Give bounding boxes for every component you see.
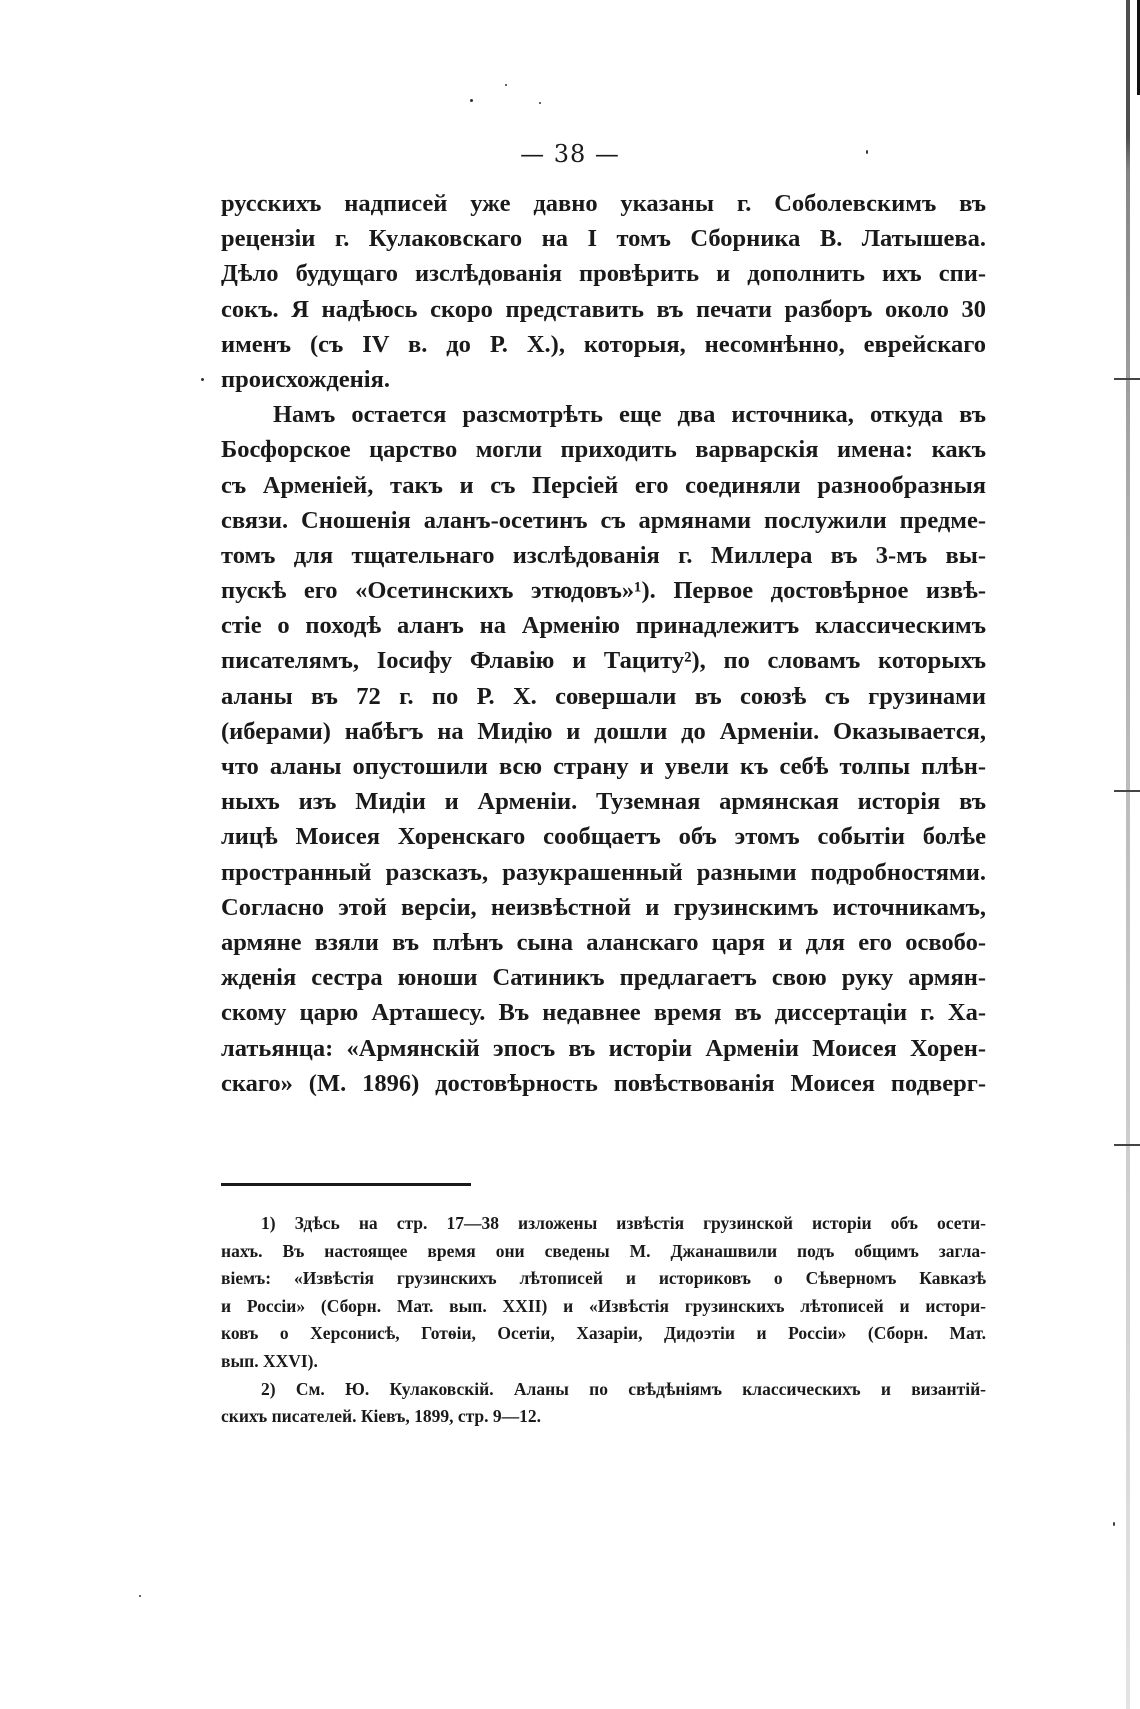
- scan-speck: [1113, 1522, 1115, 1526]
- footnote-1-line: 1) Здѣсь на стр. 17—38 изложены извѣстія грузинской исторіи объ осети-: [261, 1213, 986, 1233]
- text-line: стіе о походѣ аланъ на Арменію принадлежитъ классическимъ: [221, 612, 986, 640]
- footnote-1-line: нахъ. Въ настоящее время они сведены М. Джанашвили подъ общимъ загла-: [221, 1240, 986, 1261]
- page-number: — 38 —: [520, 140, 620, 168]
- scan-speck: [470, 99, 473, 102]
- text-line: латьянца: «Армянскій эпосъ въ исторіи Арменіи Моисея Хорен-: [221, 1034, 986, 1062]
- scan-edge-tick: [1114, 378, 1140, 380]
- footnote-1-line: и Россіи» (Сборн. Мат. вып. XXII) и «Извѣстія грузинскихъ лѣтописей и истори-: [221, 1295, 986, 1316]
- text-line: ныхъ изъ Мидіи и Арменіи. Туземная армянская исторія въ: [221, 788, 986, 816]
- scan-edge-tick: [1114, 1144, 1140, 1146]
- text-line: что аланы опустошили всю страну и увели къ себѣ толпы плѣн-: [221, 753, 986, 780]
- text-line: армяне взяли въ плѣнъ сына аланскаго царя и для его освобо-: [221, 928, 986, 956]
- text-line: пускѣ его «Осетинскихъ этюдовъ»¹). Первое достовѣрное извѣ-: [221, 577, 986, 605]
- scan-speck: [539, 102, 541, 104]
- text-line: русскихъ надписей уже давно указаны г. Соболевскимъ въ: [221, 190, 986, 217]
- text-line: томъ для тщательнаго изслѣдованія г. Миллера въ 3-мъ вы-: [221, 541, 986, 569]
- scan-edge-shadow: [1126, 0, 1130, 1709]
- text-line: рецензіи г. Кулаковскаго на I томъ Сборника В. Латышева.: [221, 225, 986, 253]
- scan-speck: [139, 1595, 141, 1597]
- text-line: Намъ остается разсмотрѣть еще два источника, откуда въ: [273, 401, 986, 429]
- text-line: (иберами) набѣгъ на Мидію и дошли до Арменіи. Оказывается,: [221, 717, 986, 745]
- footnote-2-line: 2) См. Ю. Кулаковскій. Аланы по свѣдѣніямъ классическихъ и византій-: [261, 1378, 986, 1399]
- scan-speck: [201, 378, 204, 381]
- text-line: съ Арменіей, такъ и съ Персіей его соединяли разнообразныя: [221, 471, 986, 499]
- text-line: Дѣло будущаго изслѣдованія провѣрить и дополнить ихъ спи-: [221, 260, 986, 288]
- footnote-separator: [221, 1183, 471, 1186]
- scan-edge-tick: [1114, 790, 1140, 792]
- text-line: связи. Сношенія аланъ-осетинъ съ армянами послужили предме-: [221, 506, 986, 534]
- footnotes: [221, 1210, 986, 1431]
- text-line: Согласно этой версіи, неизвѣстной и грузинскимъ источникамъ,: [221, 893, 986, 921]
- text-line: Босфорское царство могли приходить варварскія имена: какъ: [221, 436, 986, 464]
- footnote-1-line: ковъ о Херсонисѣ, Готѳіи, Осетіи, Хазаріи, Дидоэтіи и Россіи» (Сборн. Мат.: [221, 1323, 986, 1344]
- footnote-2-line: скихъ писателей. Кіевъ, 1899, стр. 9—12.: [221, 1406, 542, 1427]
- text-line: лицѣ Моисея Хоренскаго сообщаетъ объ этомъ событіи болѣе: [221, 823, 986, 851]
- text-line: именъ (съ IV в. до Р. Х.), которыя, несомнѣнно, еврейскаго: [221, 330, 986, 358]
- text-line: писателямъ, Іосифу Флавію и Тациту²), по словамъ которыхъ: [221, 647, 986, 675]
- main-text: [221, 186, 986, 1101]
- text-line: жденія сестра юноши Сатиникъ предлагаетъ свою руку армян-: [221, 964, 986, 992]
- text-line: аланы въ 72 г. по Р. Х. совершали въ союзѣ съ грузинами: [221, 682, 986, 710]
- text-line: скаго» (М. 1896) достовѣрность повѣствованія Моисея подверг-: [221, 1069, 986, 1097]
- text-line: скому царю Арташесу. Въ недавнее время въ диссертаціи г. Ха-: [221, 999, 986, 1027]
- text-line: пространный разсказъ, разукрашенный разными подробностями.: [221, 858, 986, 886]
- scan-speck: [505, 84, 507, 86]
- text-line: происхожденія.: [221, 365, 390, 393]
- footnote-1-line: вып. XXVI).: [221, 1350, 318, 1371]
- text-line: сокъ. Я надѣюсь скоро представить въ печати разборъ около 30: [221, 295, 986, 323]
- footnote-1-line: віемъ: «Извѣстія грузинскихъ лѣтописей и историковъ о Сѣверномъ Кавказѣ: [221, 1268, 986, 1289]
